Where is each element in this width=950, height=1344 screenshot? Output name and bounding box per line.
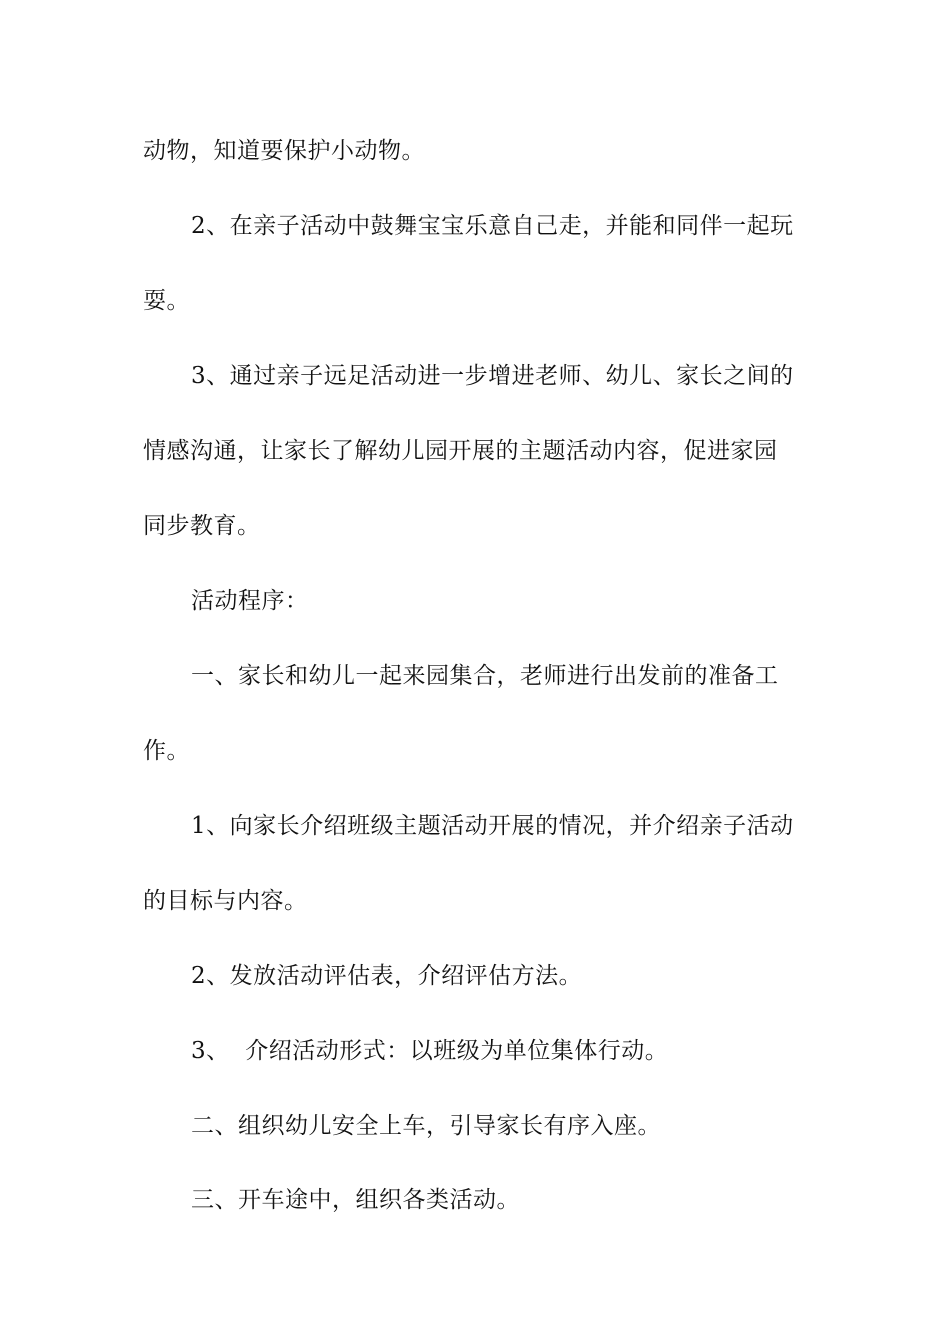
text-line: 3、 介绍活动形式：以班级为单位集体行动。 [191, 1038, 669, 1064]
section-heading: 活动程序： [191, 588, 309, 614]
text-line: 动物，知道要保护小动物。 [143, 138, 425, 164]
text-line: 1、向家长介绍班级主题活动开展的情况，并介绍亲子活动 [191, 813, 794, 839]
text-line: 2、在亲子活动中鼓舞宝宝乐意自己走，并能和同伴一起玩 [191, 213, 794, 239]
text-line: 的目标与内容。 [143, 888, 308, 914]
text-line: 2、发放活动评估表，介绍评估方法。 [191, 963, 583, 989]
text-line: 作。 [143, 738, 190, 764]
text-line: 二、组织幼儿安全上车，引导家长有序入座。 [191, 1113, 661, 1139]
text-line: 情感沟通，让家长了解幼儿园开展的主题活动内容，促进家园 [143, 438, 778, 464]
text-line: 3、通过亲子远足活动进一步增进老师、幼儿、家长之间的 [191, 363, 794, 389]
text-line: 同步教育。 [143, 513, 261, 539]
text-line: 一、家长和幼儿一起来园集合，老师进行出发前的准备工 [191, 663, 779, 689]
text-line: 三、开车途中，组织各类活动。 [191, 1187, 520, 1213]
text-line: 耍。 [143, 288, 190, 314]
